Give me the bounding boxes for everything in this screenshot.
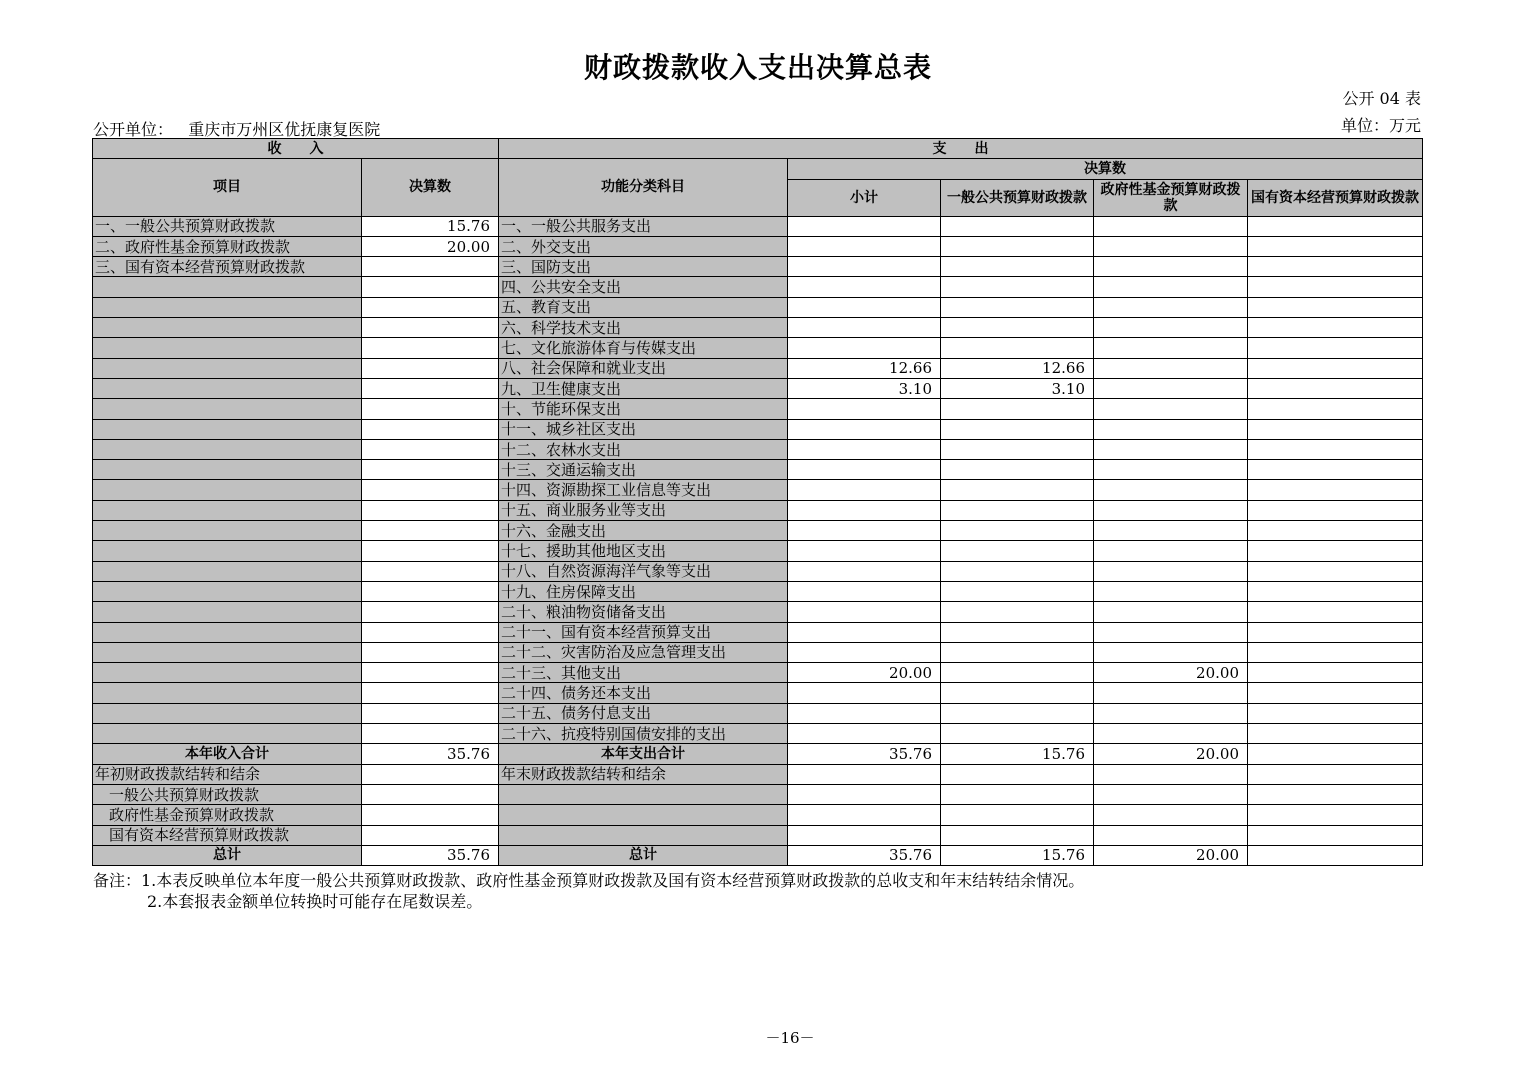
- general-budget-cell: [941, 460, 1094, 480]
- subtotal-cell: 35.76: [788, 845, 941, 865]
- state-capital-cell: [1248, 257, 1423, 277]
- gov-fund-cell: [1094, 764, 1248, 784]
- state-capital-cell: [1248, 703, 1423, 723]
- income-item-cell: [93, 460, 362, 480]
- income-amount-cell: [362, 460, 499, 480]
- income-item-cell: [93, 521, 362, 541]
- income-amount-cell: [362, 663, 499, 683]
- subtotal-cell: [788, 399, 941, 419]
- subtotal-cell: 12.66: [788, 358, 941, 378]
- subtotal-cell: [788, 257, 941, 277]
- income-item-cell: [93, 724, 362, 744]
- general-budget-cell: [941, 480, 1094, 500]
- expense-item-cell: 三、国防支出: [499, 257, 788, 277]
- expense-item-cell: 十三、交通运输支出: [499, 460, 788, 480]
- state-capital-cell: [1248, 236, 1423, 256]
- state-capital-cell: [1248, 399, 1423, 419]
- subtotal-cell: [788, 500, 941, 520]
- subtotal-cell: [788, 521, 941, 541]
- income-amount-cell: [362, 622, 499, 642]
- income-amount-cell: [362, 399, 499, 419]
- income-item-cell: [93, 500, 362, 520]
- expense-item-cell: 总计: [499, 845, 788, 865]
- expense-item-cell: 一、一般公共服务支出: [499, 216, 788, 236]
- income-item-cell: 一、一般公共预算财政拨款: [93, 216, 362, 236]
- income-amount-cell: [362, 541, 499, 561]
- general-budget-cell: [941, 805, 1094, 825]
- table-row: [93, 622, 1423, 642]
- state-capital-cell: [1248, 318, 1423, 338]
- subtotal-cell: 20.00: [788, 663, 941, 683]
- expense-item-cell: 六、科学技术支出: [499, 318, 788, 338]
- gov-fund-cell: 20.00: [1094, 663, 1248, 683]
- general-budget-cell: [941, 439, 1094, 459]
- subtotal-cell: [788, 236, 941, 256]
- income-amount-cell: [362, 338, 499, 358]
- table-row: [93, 500, 1423, 520]
- subtotal-cell: [788, 602, 941, 622]
- table-row: [93, 561, 1423, 581]
- income-item-cell: [93, 358, 362, 378]
- general-budget-cell: [941, 297, 1094, 317]
- table-row: [93, 703, 1423, 723]
- page-title: 财政拨款收入支出决算总表: [583, 51, 932, 84]
- general-budget-cell: [941, 216, 1094, 236]
- expense-item-cell: 十七、援助其他地区支出: [499, 541, 788, 561]
- subtotal-cell: [788, 541, 941, 561]
- income-amount-cell: [362, 419, 499, 439]
- final-amount-header: 决算数: [788, 159, 1423, 179]
- state-capital-cell: [1248, 724, 1423, 744]
- state-capital-cell: [1248, 825, 1423, 845]
- gov-fund-cell: [1094, 216, 1248, 236]
- expense-item-cell: 四、公共安全支出: [499, 277, 788, 297]
- general-budget-cell: 3.10: [941, 378, 1094, 398]
- table-row: [93, 683, 1423, 703]
- gov-fund-cell: [1094, 236, 1248, 256]
- income-item-cell: [93, 561, 362, 581]
- gov-fund-cell: [1094, 297, 1248, 317]
- subtotal-cell: [788, 419, 941, 439]
- gov-fund-cell: [1094, 602, 1248, 622]
- expense-item-cell: 九、卫生健康支出: [499, 378, 788, 398]
- table-row: [93, 419, 1423, 439]
- expense-item-cell: 二十五、债务付息支出: [499, 703, 788, 723]
- amount-header: 决算数: [362, 159, 499, 216]
- state-capital-cell: [1248, 561, 1423, 581]
- subtotal-cell: [788, 561, 941, 581]
- general-budget-cell: 15.76: [941, 744, 1094, 764]
- table-row: [93, 318, 1423, 338]
- state-capital-cell: [1248, 338, 1423, 358]
- expense-item-cell: 本年支出合计: [499, 744, 788, 764]
- gov-fund-cell: 20.00: [1094, 845, 1248, 865]
- gov-fund-cell: [1094, 622, 1248, 642]
- subtotal-cell: [788, 703, 941, 723]
- subtotal-cell: [788, 805, 941, 825]
- table-body: [93, 216, 1423, 866]
- general-budget-cell: [941, 257, 1094, 277]
- income-amount-cell: [362, 277, 499, 297]
- gov-fund-cell: [1094, 480, 1248, 500]
- subtotal-cell: [788, 318, 941, 338]
- gov-fund-cell: [1094, 561, 1248, 581]
- income-amount-cell: [362, 784, 499, 804]
- general-budget-cell: [941, 338, 1094, 358]
- expense-item-cell: 十一、城乡社区支出: [499, 419, 788, 439]
- income-amount-cell: [362, 358, 499, 378]
- income-item-cell: 三、国有资本经营预算财政拨款: [93, 257, 362, 277]
- income-item-cell: [93, 703, 362, 723]
- income-item-cell: [93, 602, 362, 622]
- state-capital-cell: [1248, 683, 1423, 703]
- subtotal-cell: [788, 724, 941, 744]
- expense-item-cell: 五、教育支出: [499, 297, 788, 317]
- expense-item-cell: 二、外交支出: [499, 236, 788, 256]
- org-label: 公开单位：: [93, 120, 174, 139]
- general-budget-cell: [941, 764, 1094, 784]
- table-row: [93, 480, 1423, 500]
- gov-fund-cell: [1094, 338, 1248, 358]
- table-row: [93, 378, 1423, 398]
- state-capital-cell: [1248, 784, 1423, 804]
- general-budget-cell: [941, 521, 1094, 541]
- gov-fund-cell: [1094, 439, 1248, 459]
- expense-item-cell: 二十六、抗疫特别国债安排的支出: [499, 724, 788, 744]
- expense-item-cell: 十六、金融支出: [499, 521, 788, 541]
- expense-item-cell: 二十二、灾害防治及应急管理支出: [499, 642, 788, 662]
- table-row: [93, 399, 1423, 419]
- subtotal-cell: [788, 297, 941, 317]
- income-item-cell: [93, 642, 362, 662]
- state-capital-cell: [1248, 663, 1423, 683]
- income-amount-cell: [362, 764, 499, 784]
- subtotal-cell: [788, 642, 941, 662]
- expense-item-cell: 十九、住房保障支出: [499, 581, 788, 601]
- expense-item-cell: 年末财政拨款结转和结余: [499, 764, 788, 784]
- state-capital-cell: [1248, 500, 1423, 520]
- income-header: 收 入: [93, 139, 499, 159]
- table-row: [93, 236, 1423, 256]
- expense-item-cell: 七、文化旅游体育与传媒支出: [499, 338, 788, 358]
- income-amount-cell: [362, 825, 499, 845]
- notes: [93, 870, 1084, 912]
- general-budget-cell: [941, 236, 1094, 256]
- fiscal-summary-table: [92, 138, 1423, 866]
- expense-item-cell: 十四、资源勘探工业信息等支出: [499, 480, 788, 500]
- state-capital-cell: [1248, 480, 1423, 500]
- expense-header: 支 出: [499, 139, 1423, 159]
- year-total-row: [93, 744, 1423, 764]
- table-row: [93, 642, 1423, 662]
- state-capital-cell: [1248, 541, 1423, 561]
- state-capital-cell: [1248, 581, 1423, 601]
- state-capital-cell: [1248, 764, 1423, 784]
- income-item-cell: [93, 378, 362, 398]
- subtotal-cell: 3.10: [788, 378, 941, 398]
- table-row: [93, 724, 1423, 744]
- table-row: [93, 663, 1423, 683]
- gov-fund-cell: [1094, 500, 1248, 520]
- subtotal-cell: 35.76: [788, 744, 941, 764]
- table-row: [93, 602, 1423, 622]
- carryover-row: [93, 764, 1423, 784]
- table-row: [93, 541, 1423, 561]
- carryover-row: [93, 825, 1423, 845]
- state-capital-cell: [1248, 744, 1423, 764]
- gov-fund-cell: [1094, 460, 1248, 480]
- general-budget-cell: [941, 399, 1094, 419]
- income-item-cell: [93, 318, 362, 338]
- income-amount-cell: [362, 297, 499, 317]
- general-budget-cell: [941, 500, 1094, 520]
- income-amount-cell: [362, 378, 499, 398]
- state-capital-cell: [1248, 460, 1423, 480]
- subtotal-cell: [788, 338, 941, 358]
- gov-fund-cell: [1094, 724, 1248, 744]
- expense-item-cell: 二十、粮油物资储备支出: [499, 602, 788, 622]
- gov-fund-cell: [1094, 784, 1248, 804]
- state-capital-cell: [1248, 642, 1423, 662]
- general-budget-cell: 15.76: [941, 845, 1094, 865]
- subtotal-cell: [788, 825, 941, 845]
- expense-item-cell: 十、节能环保支出: [499, 399, 788, 419]
- carryover-row: [93, 805, 1423, 825]
- subtotal-cell: [788, 784, 941, 804]
- state-capital-cell: [1248, 602, 1423, 622]
- func-subject-header: 功能分类科目: [499, 159, 788, 216]
- gov-fund-cell: 20.00: [1094, 744, 1248, 764]
- table-row: [93, 358, 1423, 378]
- general-budget-cell: 12.66: [941, 358, 1094, 378]
- general-budget-cell: [941, 581, 1094, 601]
- income-item-cell: [93, 297, 362, 317]
- income-item-cell: 国有资本经营预算财政拨款: [93, 825, 362, 845]
- expense-item-cell: 十五、商业服务业等支出: [499, 500, 788, 520]
- subtotal-cell: [788, 581, 941, 601]
- subtotal-cell: [788, 460, 941, 480]
- item-header: 项目: [93, 159, 362, 216]
- income-item-cell: [93, 277, 362, 297]
- expense-item-cell: 二十一、国有资本经营预算支出: [499, 622, 788, 642]
- income-amount-cell: 35.76: [362, 744, 499, 764]
- gov-fund-cell: [1094, 581, 1248, 601]
- general-budget-cell: [941, 318, 1094, 338]
- gov-fund-cell: [1094, 521, 1248, 541]
- state-capital-cell: [1248, 358, 1423, 378]
- table-row: [93, 439, 1423, 459]
- note-line: 2.本套报表金额单位转换时可能存在尾数误差。: [147, 892, 483, 911]
- gov-fund-header: 政府性基金预算财政拨款: [1094, 179, 1248, 216]
- subtotal-header: 小计: [788, 179, 941, 216]
- expense-item-cell: [499, 825, 788, 845]
- table-row: [93, 338, 1423, 358]
- gov-fund-cell: [1094, 257, 1248, 277]
- income-item-cell: 二、政府性基金预算财政拨款: [93, 236, 362, 256]
- subtotal-cell: [788, 622, 941, 642]
- gov-fund-cell: [1094, 541, 1248, 561]
- income-amount-cell: 15.76: [362, 216, 499, 236]
- income-item-cell: 本年收入合计: [93, 744, 362, 764]
- general-budget-cell: [941, 622, 1094, 642]
- gov-fund-cell: [1094, 358, 1248, 378]
- org-line: [93, 117, 380, 140]
- general-budget-cell: [941, 784, 1094, 804]
- subtotal-cell: [788, 764, 941, 784]
- gov-fund-cell: [1094, 277, 1248, 297]
- state-capital-cell: [1248, 277, 1423, 297]
- income-item-cell: [93, 338, 362, 358]
- income-item-cell: [93, 622, 362, 642]
- grand-total-row: [93, 845, 1423, 865]
- income-amount-cell: [362, 480, 499, 500]
- table-row: [93, 297, 1423, 317]
- state-capital-cell: [1248, 419, 1423, 439]
- expense-item-cell: [499, 784, 788, 804]
- general-budget-cell: [941, 724, 1094, 744]
- expense-item-cell: 二十四、债务还本支出: [499, 683, 788, 703]
- state-capital-cell: [1248, 521, 1423, 541]
- note-line: 备注：1.本表反映单位本年度一般公共预算财政拨款、政府性基金预算财政拨款及国有资本经营预算财政拨款的总收支和年末结转结余情况。: [93, 871, 1085, 890]
- income-amount-cell: 20.00: [362, 236, 499, 256]
- general-budget-header: 一般公共预算财政拨款: [941, 179, 1094, 216]
- gov-fund-cell: [1094, 419, 1248, 439]
- general-budget-cell: [941, 561, 1094, 581]
- expense-item-cell: 八、社会保障和就业支出: [499, 358, 788, 378]
- table-row: [93, 216, 1423, 236]
- general-budget-cell: [941, 683, 1094, 703]
- gov-fund-cell: [1094, 805, 1248, 825]
- general-budget-cell: [941, 825, 1094, 845]
- state-capital-cell: [1248, 845, 1423, 865]
- income-item-cell: [93, 480, 362, 500]
- gov-fund-cell: [1094, 318, 1248, 338]
- subtotal-cell: [788, 439, 941, 459]
- income-amount-cell: [362, 257, 499, 277]
- table-row: [93, 257, 1423, 277]
- general-budget-cell: [941, 703, 1094, 723]
- income-amount-cell: [362, 500, 499, 520]
- gov-fund-cell: [1094, 683, 1248, 703]
- income-amount-cell: [362, 642, 499, 662]
- general-budget-cell: [941, 277, 1094, 297]
- income-amount-cell: [362, 805, 499, 825]
- income-item-cell: [93, 439, 362, 459]
- table-row: [93, 460, 1423, 480]
- state-capital-cell: [1248, 216, 1423, 236]
- income-amount-cell: [362, 439, 499, 459]
- carryover-row: [93, 784, 1423, 804]
- income-amount-cell: [362, 703, 499, 723]
- general-budget-cell: [941, 642, 1094, 662]
- state-capital-cell: [1248, 439, 1423, 459]
- gov-fund-cell: [1094, 378, 1248, 398]
- subtotal-cell: [788, 480, 941, 500]
- income-item-cell: [93, 683, 362, 703]
- income-amount-cell: [362, 521, 499, 541]
- expense-item-cell: 十二、农林水支出: [499, 439, 788, 459]
- income-item-cell: 总计: [93, 845, 362, 865]
- income-item-cell: 政府性基金预算财政拨款: [93, 805, 362, 825]
- table-row: [93, 521, 1423, 541]
- income-item-cell: [93, 663, 362, 683]
- state-capital-cell: [1248, 622, 1423, 642]
- subtotal-cell: [788, 216, 941, 236]
- income-amount-cell: [362, 561, 499, 581]
- general-budget-cell: [941, 419, 1094, 439]
- general-budget-cell: [941, 663, 1094, 683]
- gov-fund-cell: [1094, 399, 1248, 419]
- income-amount-cell: [362, 602, 499, 622]
- gov-fund-cell: [1094, 703, 1248, 723]
- state-capital-header: 国有资本经营预算财政拨款: [1248, 179, 1423, 216]
- table-row: [93, 581, 1423, 601]
- income-amount-cell: [362, 724, 499, 744]
- gov-fund-cell: [1094, 825, 1248, 845]
- income-item-cell: [93, 541, 362, 561]
- table-row: [93, 277, 1423, 297]
- org-name: 重庆市万州区优抚康复医院: [188, 120, 381, 139]
- expense-item-cell: [499, 805, 788, 825]
- expense-item-cell: 十八、自然资源海洋气象等支出: [499, 561, 788, 581]
- income-amount-cell: [362, 581, 499, 601]
- expense-item-cell: 二十三、其他支出: [499, 663, 788, 683]
- income-item-cell: [93, 419, 362, 439]
- form-number: 公开 04 表: [1342, 89, 1421, 108]
- general-budget-cell: [941, 602, 1094, 622]
- income-item-cell: 年初财政拨款结转和结余: [93, 764, 362, 784]
- state-capital-cell: [1248, 805, 1423, 825]
- subtotal-cell: [788, 683, 941, 703]
- income-amount-cell: 35.76: [362, 845, 499, 865]
- gov-fund-cell: [1094, 642, 1248, 662]
- general-budget-cell: [941, 541, 1094, 561]
- page-number: －16－: [765, 1029, 815, 1047]
- income-amount-cell: [362, 683, 499, 703]
- subtotal-cell: [788, 277, 941, 297]
- unit-label: 单位：万元: [1340, 116, 1421, 135]
- income-item-cell: 一般公共预算财政拨款: [93, 784, 362, 804]
- income-item-cell: [93, 581, 362, 601]
- state-capital-cell: [1248, 378, 1423, 398]
- income-amount-cell: [362, 318, 499, 338]
- income-item-cell: [93, 399, 362, 419]
- state-capital-cell: [1248, 297, 1423, 317]
